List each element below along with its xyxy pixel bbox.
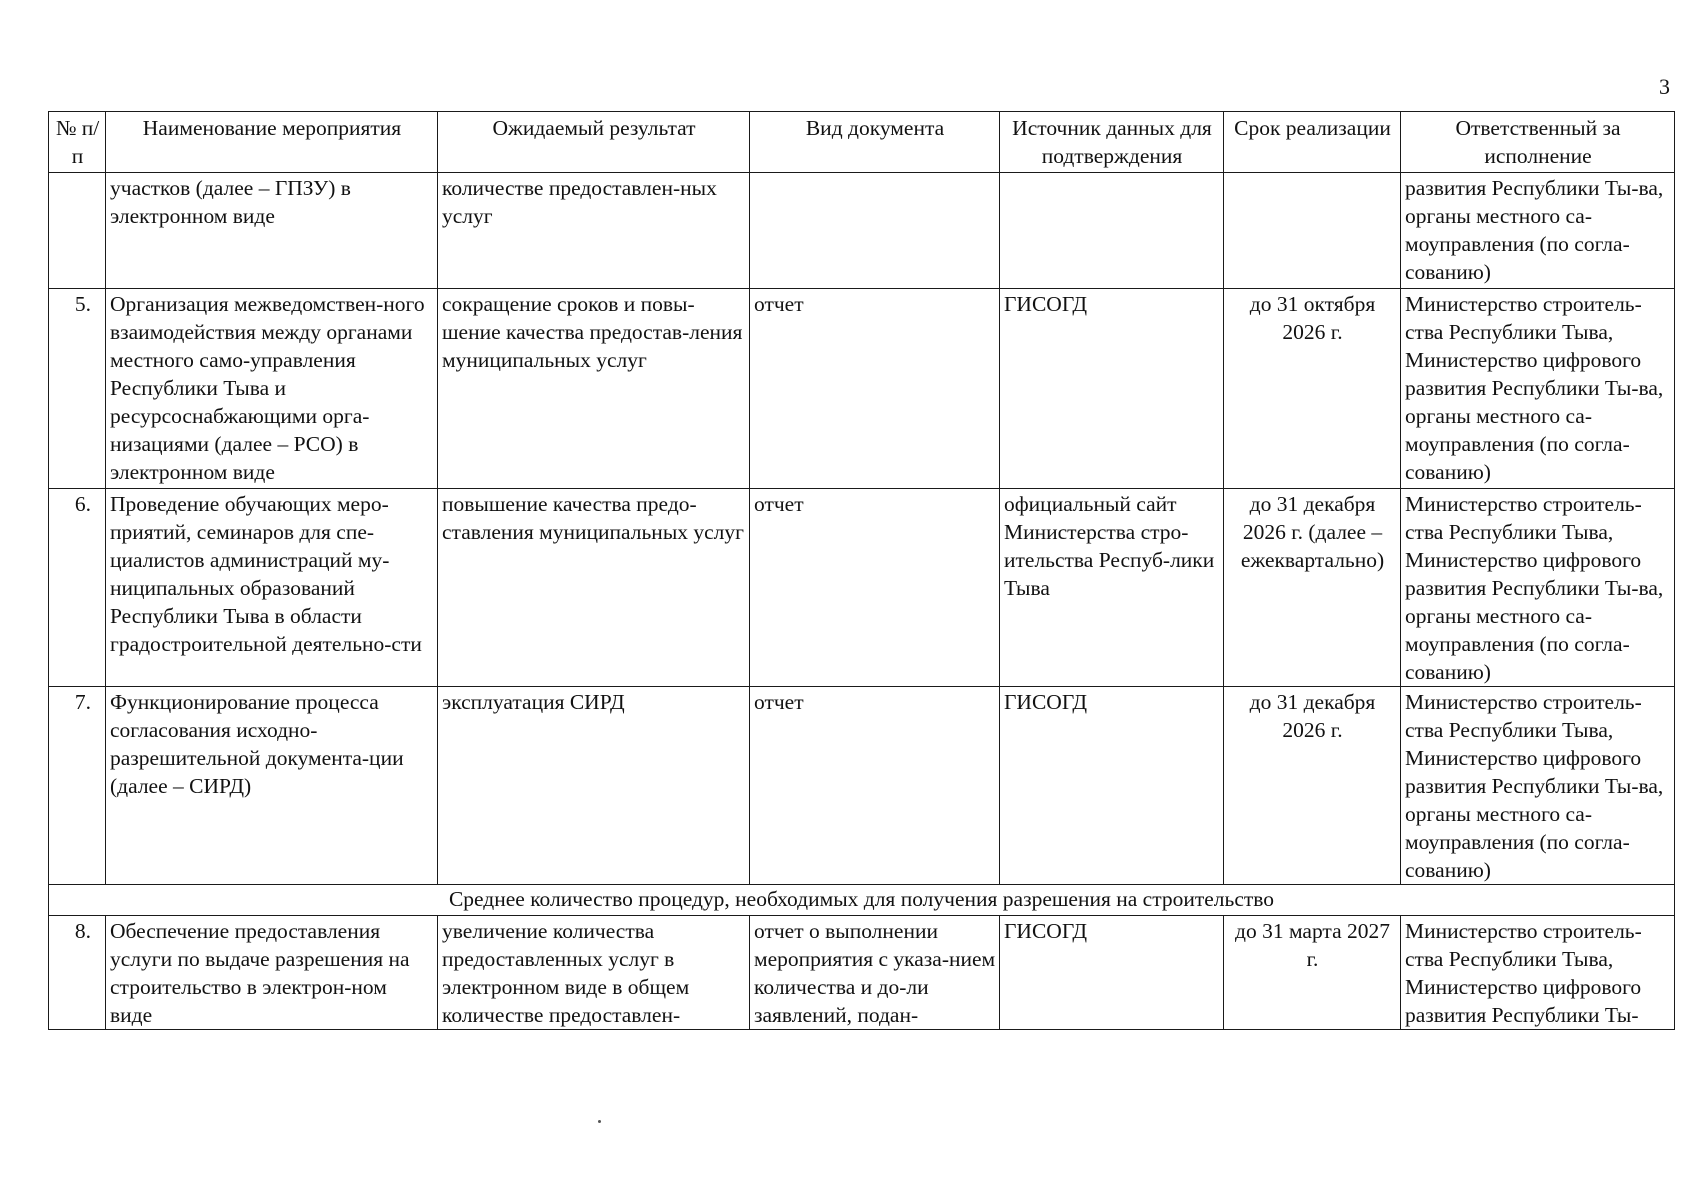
row-deadline: до 31 декабря 2026 г. (далее – ежеквартально) bbox=[1224, 489, 1401, 687]
table-row bbox=[49, 289, 1675, 489]
row-result: повышение качества предо-ставления муниципальных услуг bbox=[438, 489, 750, 687]
section-title: Среднее количество процедур, необходимых для получения разрешения на строительство bbox=[49, 885, 1675, 916]
table-row bbox=[49, 489, 1675, 687]
row-result: эксплуатация СИРД bbox=[438, 687, 750, 885]
row-source: ГИСОГД bbox=[1000, 687, 1224, 885]
table-row bbox=[49, 687, 1675, 885]
row-result: увеличение количества предоставленных услуг в электронном виде в общем количестве предоставлен- bbox=[438, 916, 750, 1030]
scan-speck bbox=[598, 1120, 601, 1123]
row-doc-type: отчет о выполнении мероприятия с указа-нием количества и до-ли заявлений, подан- bbox=[750, 916, 1000, 1030]
row-num: 8. bbox=[49, 916, 106, 1030]
row-doc-type: отчет bbox=[750, 489, 1000, 687]
row-name: Обеспечение предоставления услуги по выдаче разрешения на строительство в электрон-ном виде bbox=[106, 916, 438, 1030]
row-deadline: до 31 марта 2027 г. bbox=[1224, 916, 1401, 1030]
row-responsible: развития Республики Ты-ва, органы местного са-моуправления (по согла-сованию) bbox=[1401, 173, 1675, 289]
row-deadline: до 31 декабря 2026 г. bbox=[1224, 687, 1401, 885]
row-source: официальный сайт Министерства стро-ительства Респуб-лики Тыва bbox=[1000, 489, 1224, 687]
header-result: Ожидаемый результат bbox=[438, 112, 750, 173]
header-row bbox=[49, 112, 1675, 173]
row-num: 6. bbox=[49, 489, 106, 687]
page-number: 3 bbox=[1659, 74, 1670, 99]
row-name: Проведение обучающих меро-приятий, семинаров для спе-циалистов администраций му-ниципальных образований Республики Тыва в области градостроительной деятельно-сти bbox=[106, 489, 438, 687]
row-responsible: Министерство строитель-ства Республики Тыва, Министерство цифрового развития Республики Ты-ва, органы местного са-моуправления (по согла-сованию) bbox=[1401, 489, 1675, 687]
row-num bbox=[49, 173, 106, 289]
row-num: 5. bbox=[49, 289, 106, 489]
row-source: ГИСОГД bbox=[1000, 916, 1224, 1030]
row-responsible: Министерство строитель-ства Республики Тыва, Министерство цифрового развития Республики Ты-ва, органы местного са-моуправления (по согла-сованию) bbox=[1401, 687, 1675, 885]
header-source: Источник данных для подтверждения bbox=[1000, 112, 1224, 173]
row-doc-type: отчет bbox=[750, 687, 1000, 885]
row-source: ГИСОГД bbox=[1000, 289, 1224, 489]
row-responsible: Министерство строитель-ства Республики Тыва, Министерство цифрового развития Республики Ты-ва, органы местного са-моуправления (по согла-сованию) bbox=[1401, 289, 1675, 489]
header-responsible: Ответственный за исполнение bbox=[1401, 112, 1675, 173]
row-responsible: Министерство строитель-ства Республики Тыва, Министерство цифрового развития Республики Ты- bbox=[1401, 916, 1675, 1030]
table-row bbox=[49, 916, 1675, 1030]
row-result: количестве предоставлен-ных услуг bbox=[438, 173, 750, 289]
row-source bbox=[1000, 173, 1224, 289]
header-num: № п/п bbox=[49, 112, 106, 173]
row-num: 7. bbox=[49, 687, 106, 885]
section-row bbox=[49, 885, 1675, 916]
row-name: участков (далее – ГПЗУ) в электронном виде bbox=[106, 173, 438, 289]
row-doc-type: отчет bbox=[750, 289, 1000, 489]
header-name: Наименование мероприятия bbox=[106, 112, 438, 173]
row-name: Функционирование процесса согласования исходно-разрешительной документа-ции (далее – СИРД) bbox=[106, 687, 438, 885]
header-deadline: Срок реализации bbox=[1224, 112, 1401, 173]
row-name: Организация межведомствен-ного взаимодействия между органами местного само-управления Республики Тыва и ресурсоснабжающими орга-низациями (далее – РСО) в электронном виде bbox=[106, 289, 438, 489]
row-deadline: до 31 октября 2026 г. bbox=[1224, 289, 1401, 489]
row-deadline bbox=[1224, 173, 1401, 289]
row-result: сокращение сроков и повы-шение качества предостав-ления муниципальных услуг bbox=[438, 289, 750, 489]
measures-table bbox=[48, 111, 1675, 1030]
table-row bbox=[49, 173, 1675, 289]
row-doc-type bbox=[750, 173, 1000, 289]
header-doc-type: Вид документа bbox=[750, 112, 1000, 173]
